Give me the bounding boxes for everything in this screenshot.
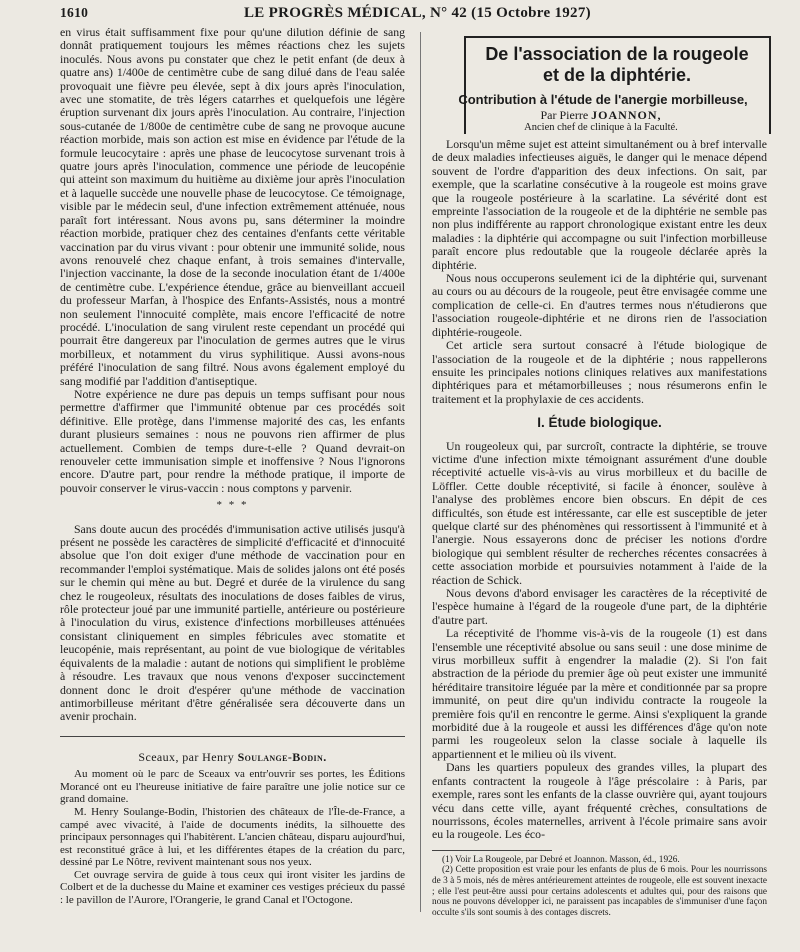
- horizontal-rule: [60, 736, 405, 737]
- sceaux-paragraph: Au moment où le parc de Sceaux va entr'ouvrir ses portes, les Éditions Morancé ont eu l'heureuse initiative de faire paraître une jolie notice sur ce grand domaine.: [60, 768, 405, 806]
- sceaux-title-prefix: Sceaux, par Henry: [138, 749, 235, 764]
- left-paragraph: Sans doute aucun des procédés d'immunisation active utilisés jusqu'à présent ne possède les caractères de simplicité d'efficacité et d'innocuité absolue que l'on doit exiger d'une méthode de vaccination pour en recommander l'emploi systématique. Mais de solides jalons ont été posés sur le chemin qui mène au but. Degré et durée de la virulence du sang chez le rougeoleux, résultats des inoculations de doses faibles de virus, rôle protecteur joué par une immunité partielle, antérieure ou postérieure à l'inoculation du virus, existence d'infections morbilleuses atténuées consistant cliniquement en simples fébricules avec stomatite et leucopénie, mais représentant, au point de vue biologique de véritables équivalents de la maladie : autant de notions qui simplifient le problème à résoudre. Les travaux que nous venons d'exposer succinctement donnent donc le droit d'espérer qu'une méthode de vaccination antimorbilleuse méritant d'être généralisée sera découverte dans un avenir prochain.: [60, 521, 405, 724]
- left-paragraph: en virus était suffisamment fixe pour qu'une dilution définie de sang donnât pratiquement toujours les mêmes réactions chez les sujets inoculés. Nous avons pu constater que chez le petit enfant (de deux à quatre ans) 1/400e de centimètre cube de sang dilué dans de l'eau salée provoquait une fièvre peu élevée, sept à dix jours après l'inoculation, avec une stomatite, de très légers catarrhes et quelquefois une légère éruption survenant dix jours après l'inoculation. Au contraire, l'injection sous-cutanée de 1/800e de centimètre cube de sang ne provoque aucune réaction morbide, mais son action est mise en évidence par l'étude de la formule leucocytaire : après une phase de leucocytose survenant trois à quatre jours après l'inoculation, commence une période de leucopénie qui atteint son maximum du huitième au dixième jour après l'inoculation et à laquelle succède une nouvelle phase de leucocytose. Ce témoignage, visible par le médecin seul, d'une infection extrêmement atténuée, nous paraît fort intéressant. Nous avons pu, sans déterminer la moindre réaction morbide, pratiquer chez des centaines d'enfants cette véritable vaccination par du virus vivant : pour obtenir une immunité solide, nous avons renouvelé chez chaque enfant, à trois semaines d'intervalle, l'injection vaccinante, la dose de la seconde inoculation étant de 1/400e de centimètre cube. L'expérience étendue, grâce au bienveillant accueil du professeur Marfan, à l'hospice des Enfants-Assistés, nous a montré non seulement l'innocuité complète, mais encore l'efficacité de notre procédé. L'inoculation de sang virulent reste cependant un procédé qui pourrait être dangereux par l'inoculation de germes autres que le virus morbilleux, et notamment du virus syphilitique. Aussi avons-nous préféré l'inoculation de sang filtré. Nous avons également employé du sang modifié par l'addition d'antiseptique.: [60, 26, 405, 388]
- sceaux-title: [60, 751, 405, 764]
- page-number: 1610: [60, 5, 89, 20]
- footnote-rule: [432, 850, 552, 851]
- author-name: JOANNON,: [591, 108, 662, 122]
- article-paragraph: Nous devons d'abord envisager les caractères de la réceptivité de l'espèce humaine à l'égard de la rougeole d'une part, de la diphtérie d'autre part.: [432, 586, 767, 627]
- article-title-line: De l'association de la rougeole: [485, 44, 749, 64]
- article-paragraph: Dans les quartiers populeux des grandes villes, la plupart des enfants contractent la rougeole à l'âge préscolaire : à Paris, par exemple, rares sont les enfants de la classe ouvrière qui, ayant toujours vécu dans cette ville, ayant fréquenté crèches, consultations de nourrissons, écoles maternelles, arrivent à l'école primaire sans avoir eu la rougeole. Les éco-: [432, 760, 767, 842]
- author-affiliation: Ancien chef de clinique à la Faculté.: [524, 122, 678, 133]
- article-paragraph: Un rougeoleux qui, par surcroît, contracte la diphtérie, se trouve victime d'une infection mixte témoignant assurément d'une double réceptivité actuelle vis-à-vis au virus morbilleux et du bacille de Löffler. Cette double réceptivité, si facile à énoncer, soulève à l'analyse des problèmes encore bien obscurs. En dépit de ces difficultés, son étude est intéressante, car elle est susceptible de jeter quelque clarté sur des phénomènes qui ressortissent à l'immunité et à l'anergie. Nous essayerons donc de préciser les notions d'ordre biologique qui semblent résulter de recherches récentes consacrées à cette association morbide et poursuivies notamment à l'aide de la réaction de Schick.: [432, 438, 767, 587]
- journal-title: LE PROGRÈS MÉDICAL, N° 42 (15 Octobre 1927): [244, 5, 591, 21]
- article-title-line: et de la diphtérie.: [542, 65, 692, 85]
- footnote: (1) Voir La Rougeole, par Debré et Joannon. Masson, éd., 1926.: [442, 854, 680, 865]
- article-author: [436, 108, 766, 123]
- sceaux-title-author: Soulange-Bodin.: [237, 749, 327, 764]
- sceaux-paragraph: M. Henry Soulange-Bodin, l'historien des châteaux de l'Île-de-France, a campé avec vivacité, à l'aide de documents inédits, la silhouette des principaux personnages qui l'habitèrent. L'ancien château, disparu aujourd'hui, est reconstitué grâce à lui, et les différentes étapes de la création du parc, dessiné par Le Nôtre, revivent maintenant sous nos yeux.: [60, 805, 405, 869]
- footnote: (2) Cette proposition est vraie pour les enfants de plus de 6 mois. Pour les nourrissons de 3 à 5 mois, nés de mères antérieurement atteintes de rougeole, elle est souvent inexacte ; elle l'est peut-être aussi pour certains adolescents et adultes qui, pour des raisons que nous ne pouvons développer ici, ne paraissent pas incapables de s'immuniser d'une façon occulte s'ils sont soumis à des contages discrets.: [432, 865, 767, 918]
- right-column: [432, 138, 767, 948]
- sceaux-paragraph: Cet ouvrage servira de guide à tous ceux qui iront visiter les jardins de Colbert et de la duchesse du Maine et examiner ces vestiges précieux du passé : le pavillon de l'Aurore, l'Orangerie, le grand Canal et l'Octogone.: [60, 868, 405, 907]
- article-paragraph: Nous nous occuperons seulement ici de la diphtérie qui, survenant au cours ou au décours de la rougeole, peut être envisagée comme une complication de celle-ci. En d'autres termes nous n'étudierons que l'association rougeole-diphtérie et ne dirons rien de l'association diphtérie-rougeole.: [432, 271, 767, 339]
- section-separator: * * *: [216, 499, 249, 512]
- left-column: [60, 26, 405, 946]
- footnotes: [432, 855, 767, 919]
- article-paragraph: Lorsqu'un même sujet est atteint simultanément ou à bref intervalle de deux maladies infectieuses aiguës, le danger qui le menace dépend souvent de l'ordre d'apparition des deux infections. On sait, par exemple, que la scarlatine consécutive à la rougeole est moins grave que la rougeole postérieure à la scarlatine. La sévérité dont est empreinte l'association de la rougeole et de la diphtérie ne semble pas non plus indifférente au rapport chronologique existant entre les deux maladies : la diphtérie qui accompagne ou suit l'infection morbilleuse paraît encore plus redoutable que la rougeole déclarée après la diphtérie.: [432, 138, 767, 272]
- column-divider: [420, 32, 421, 912]
- article-paragraph: La réceptivité de l'homme vis-à-vis de la rougeole (1) est dans l'ensemble une réceptivité absolue ou sans seuil : une dose minime de virus morbilleux suffit à engendrer la maladie (2). Si l'on fait abstraction de la période du premier âge où peut exister une immunité héréditaire transitoire léguée par la mère et conditionnée par sa propre immunité, on peut dire qu'un individu contracte la rougeole la première fois qu'il en rencontre le germe. Ainsi s'expliquent la grande morbidité due à la rougeole et aussi les différences d'âge qu'on note parmi les rougeoleux selon la classe sociale à laquelle ils appartiennent et le milieu où ils vivent.: [432, 626, 767, 761]
- section-heading: I. Étude biologique.: [537, 415, 662, 431]
- article-subtitle: Contribution à l'étude de l'anergie morbilleuse,: [458, 92, 748, 107]
- page-header: [60, 5, 765, 23]
- article-title: [472, 44, 762, 86]
- left-paragraph: Notre expérience ne dure pas depuis un temps suffisant pour nous permettre d'affirmer que l'immunité obtenue par ces procédés soit définitive. Elle protège, dans l'immense majorité des cas, les enfants durant plusieurs semaines : nous ne pouvons rien affirmer de plus actuellement. Combien de temps dure-t-elle ? Quand devrait-on renouveler cette immunisation simple et inoffensive ? Nous l'ignorons encore. D'autre part, pour rendre la méthode pratique, il importe de pouvoir conserver le virus-vaccin : nous comptons y parvenir.: [60, 386, 405, 495]
- author-prefix: Par Pierre: [540, 108, 589, 122]
- article-paragraph: Cet article sera surtout consacré à l'étude biologique de l'association de la rougeole et de la diphtérie ; nous rappellerons ensuite les principales notions cliniques relatives aux manifestations diphtériques para et métamorbilleuses ; nous résumerons enfin le traitement et la prophylaxie de ces accidents.: [432, 338, 767, 406]
